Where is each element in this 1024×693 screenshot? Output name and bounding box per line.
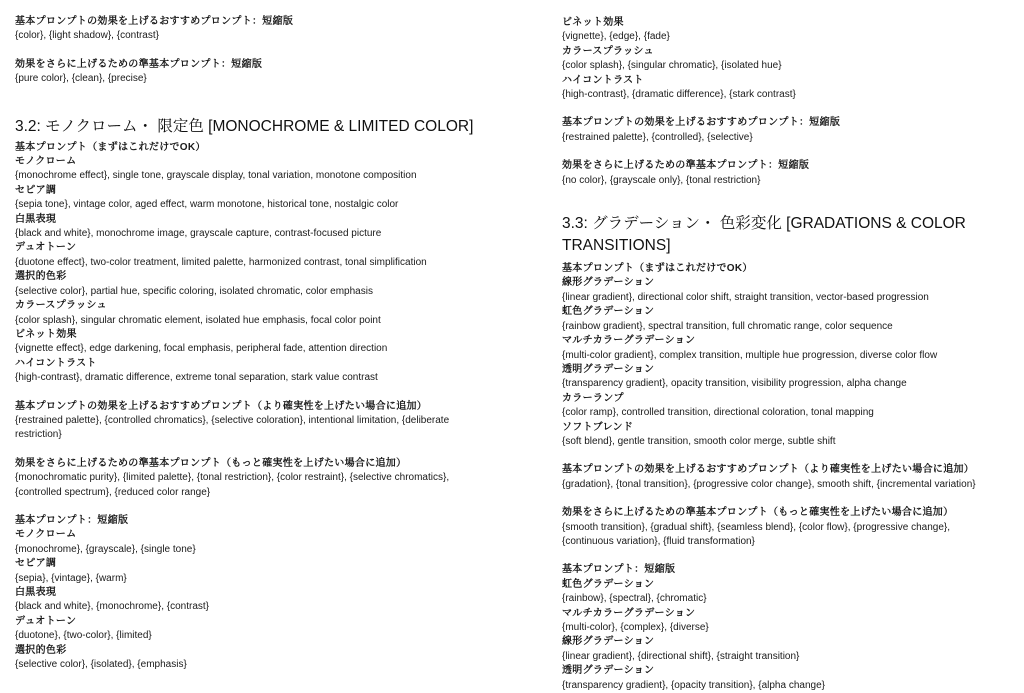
item-name: ハイコントラスト xyxy=(15,357,97,369)
semi-basic-block xyxy=(562,506,1017,549)
item-text: {linear gradient}, directional color shift, straight transition, vector-based progression xyxy=(562,291,929,303)
recommended-block xyxy=(15,400,515,443)
item-text: {black and white}, {monochrome}, {contrast} xyxy=(15,601,210,613)
item-text: {selective color}, {isolated}, {emphasis} xyxy=(15,659,187,671)
item-name: マルチカラーグラデーション xyxy=(562,607,696,619)
block-label: 基本プロンプトの効果を上げるおすすめプロンプト（より確実性を上げたい場合に追加） xyxy=(562,464,975,476)
basic-prompt-label: 基本プロンプト（まずはこれだけでOK） xyxy=(562,263,753,275)
item-name: カラースプラッシュ xyxy=(15,300,107,312)
prompt-text: {restrained palette}, {controlled}, {selective} xyxy=(562,131,753,143)
item-name: ビネット効果 xyxy=(15,328,77,340)
item-name: 線形グラデーション xyxy=(562,277,655,289)
recommended-short-block xyxy=(15,15,515,44)
prompt-text: {monochromatic purity}, {limited palette}, {tonal restriction}, {color restraint}, {selective chromatics}, {controlled spectrum}, {reduced color range} xyxy=(15,472,450,498)
item-text: {duotone}, {two-color}, {limited} xyxy=(15,630,152,642)
continued-short-item-list xyxy=(562,16,1017,102)
item-name: セピア調 xyxy=(15,184,57,196)
item-text: {color ramp}, controlled transition, directional coloration, tonal mapping xyxy=(562,407,874,419)
block-label: 基本プロンプトの効果を上げるおすすめプロンプト：短縮版 xyxy=(15,16,294,27)
block-label: 基本プロンプトの効果を上げるおすすめプロンプト（より確実性を上げたい場合に追加） xyxy=(15,400,428,412)
item-text: {color splash}, {singular chromatic}, {isolated hue} xyxy=(562,60,782,72)
section-heading-3-2: 3.2: モノクローム・ 限定色 [MONOCHROME & LIMITED COLOR] xyxy=(15,117,474,135)
item-name: 白黒表現 xyxy=(15,213,57,225)
item-text: {high-contrast}, dramatic difference, extreme tonal separation, stark value contrast xyxy=(15,372,378,384)
section-heading-3-3 xyxy=(562,213,1017,257)
item-name: 選択的色彩 xyxy=(15,644,67,656)
block-label: 効果をさらに上げるための準基本プロンプト：短縮版 xyxy=(562,160,810,172)
item-text: {monochrome effect}, single tone, grayscale display, tonal variation, monotone composition xyxy=(15,170,417,182)
item-text: {transparency gradient}, opacity transition, visibility progression, alpha change xyxy=(562,378,907,390)
short-prompt-label: 基本プロンプト：短縮版 xyxy=(562,564,676,576)
short-item-list xyxy=(15,528,515,672)
item-text: {linear gradient}, {directional shift}, {straight transition} xyxy=(562,650,800,662)
semi-basic-short-block xyxy=(562,159,1017,188)
prompt-text: {color}, {light shadow}, {contrast} xyxy=(15,30,159,42)
item-name: 虹色グラデーション xyxy=(562,306,655,318)
semi-basic-block xyxy=(15,457,515,500)
item-text: {selective color}, partial hue, specific coloring, isolated chromatic, color emphasis xyxy=(15,285,373,297)
item-name: カラーランプ xyxy=(562,392,624,404)
block-label: 効果をさらに上げるための準基本プロンプト：短縮版 xyxy=(15,58,263,70)
item-text: {vignette}, {edge}, {fade} xyxy=(562,31,670,43)
block-label: 基本プロンプトの効果を上げるおすすめプロンプト：短縮版 xyxy=(562,117,841,129)
short-item-list xyxy=(562,578,1017,693)
item-name: ビネット効果 xyxy=(562,17,624,28)
right-column xyxy=(562,16,1017,693)
basic-prompt-label: 基本プロンプト（まずはこれだけでOK） xyxy=(15,141,206,153)
item-name: ソフトブレンド xyxy=(562,421,634,433)
item-text: {rainbow gradient}, spectral transition, full chromatic range, color sequence xyxy=(562,320,893,332)
block-label: 効果をさらに上げるための準基本プロンプト（もっと確実性を上げたい場合に追加） xyxy=(562,507,954,519)
item-name: マルチカラーグラデーション xyxy=(562,335,696,347)
item-name: カラースプラッシュ xyxy=(562,45,654,57)
item-text: {sepia}, {vintage}, {warm} xyxy=(15,572,127,584)
prompt-text: {no color}, {grayscale only}, {tonal restriction} xyxy=(562,174,761,186)
item-text: {color splash}, singular chromatic element, isolated hue emphasis, focal color point xyxy=(15,314,381,326)
item-text: {soft blend}, gentle transition, smooth color merge, subtle shift xyxy=(562,435,836,447)
item-name: 虹色グラデーション xyxy=(562,578,655,590)
item-name: ハイコントラスト xyxy=(562,74,644,86)
basic-item-list xyxy=(15,155,515,386)
heading-line-2: TRANSITIONS] xyxy=(562,237,671,255)
prompt-text: {restrained palette}, {controlled chromatics}, {selective coloration}, intentional limitation, {deliberate restriction} xyxy=(15,414,450,441)
prompt-text: {pure color}, {clean}, {precise} xyxy=(15,73,147,85)
item-name: 選択的色彩 xyxy=(15,271,67,283)
item-text: {multi-color gradient}, complex transition, multiple hue progression, diverse color flow xyxy=(562,349,938,361)
item-name: 線形グラデーション xyxy=(562,636,655,648)
item-text: {monochrome}, {grayscale}, {single tone} xyxy=(15,543,196,555)
item-text: {black and white}, monochrome image, grayscale capture, contrast-focused picture xyxy=(15,228,382,240)
item-text: {high-contrast}, {dramatic difference}, {stark contrast} xyxy=(562,89,796,101)
item-text: {sepia tone}, vintage color, aged effect, warm monotone, historical tone, nostalgic color xyxy=(15,199,399,211)
prompt-text: {smooth transition}, {gradual shift}, {seamless blend}, {color flow}, {progressive change}, {continuous variation}, {fluid transformation} xyxy=(562,521,951,547)
basic-item-list xyxy=(562,276,1017,449)
item-text: {transparency gradient}, {opacity transition}, {alpha change} xyxy=(562,679,825,691)
item-name: 透明グラデーション xyxy=(562,363,655,375)
item-text: {vignette effect}, edge darkening, focal emphasis, peripheral fade, attention direction xyxy=(15,343,388,355)
item-name: モノクローム xyxy=(15,529,77,541)
item-name: セピア調 xyxy=(15,558,57,570)
recommended-block xyxy=(562,463,1017,492)
left-column xyxy=(15,15,515,672)
item-name: デュオトーン xyxy=(15,242,77,254)
recommended-short-block xyxy=(562,116,1017,145)
item-text: {duotone effect}, two-color treatment, limited palette, harmonized contrast, tonal simplification xyxy=(15,256,427,268)
item-name: デュオトーン xyxy=(15,615,77,627)
short-prompt-label: 基本プロンプト：短縮版 xyxy=(15,514,129,526)
item-text: {rainbow}, {spectral}, {chromatic} xyxy=(562,593,707,605)
item-name: 白黒表現 xyxy=(15,587,57,598)
block-label: 効果をさらに上げるための準基本プロンプト（もっと確実性を上げたい場合に追加） xyxy=(15,457,407,469)
heading-line-1: 3.3: グラデーション・ 色彩変化 [GRADATIONS & COLOR xyxy=(562,215,966,233)
item-name: モノクローム xyxy=(15,156,77,168)
item-name: 透明グラデーション xyxy=(562,665,655,677)
item-text: {multi-color}, {complex}, {diverse} xyxy=(562,622,709,633)
semi-basic-short-block xyxy=(15,58,515,87)
prompt-text: {gradation}, {tonal transition}, {progressive color change}, smooth shift, {incremental variation} xyxy=(562,478,976,490)
